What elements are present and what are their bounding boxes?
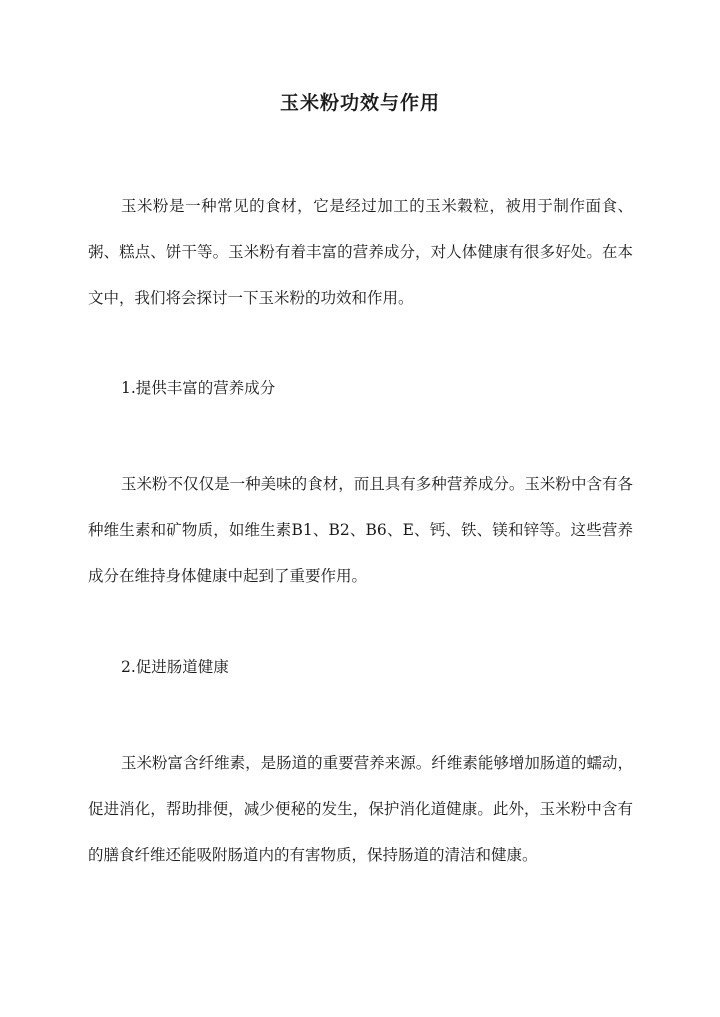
intestinal-health-paragraph: 玉米粉富含纤维素，是肠道的重要营养来源。纤维素能够增加肠道的蠕动，促进消化，帮助排便，减少便秘的发生，保护消化道健康。此外，玉米粉中含有的膳食纤维还能吸附肠道内的有害物质，保持肠道的清洁和健康。	[88, 754, 633, 864]
nutrition-paragraph: 玉米粉不仅仅是一种美味的食材，而且具有多种营养成分。玉米粉中含有各种维生素和矿物质，如维生素B1、B2、B6、E、钙、铁、镁和锌等。这些营养成分在维持身体健康中起到了重要作用。	[88, 475, 633, 585]
document-title: 玉米粉功效与作用	[279, 92, 440, 114]
intro-paragraph: 玉米粉是一种常见的食材，它是经过加工的玉米穀粒，被用于制作面食、粥、糕点、饼干等。玉米粉有着丰富的营养成分，对人体健康有很多好处。在本文中，我们将会探讨一下玉米粉的功效和作用。	[88, 197, 633, 307]
section-heading-intestinal-health: 2.促进肠道健康	[121, 658, 229, 676]
section-heading-nutrition: 1.提供丰富的营养成分	[121, 379, 276, 397]
